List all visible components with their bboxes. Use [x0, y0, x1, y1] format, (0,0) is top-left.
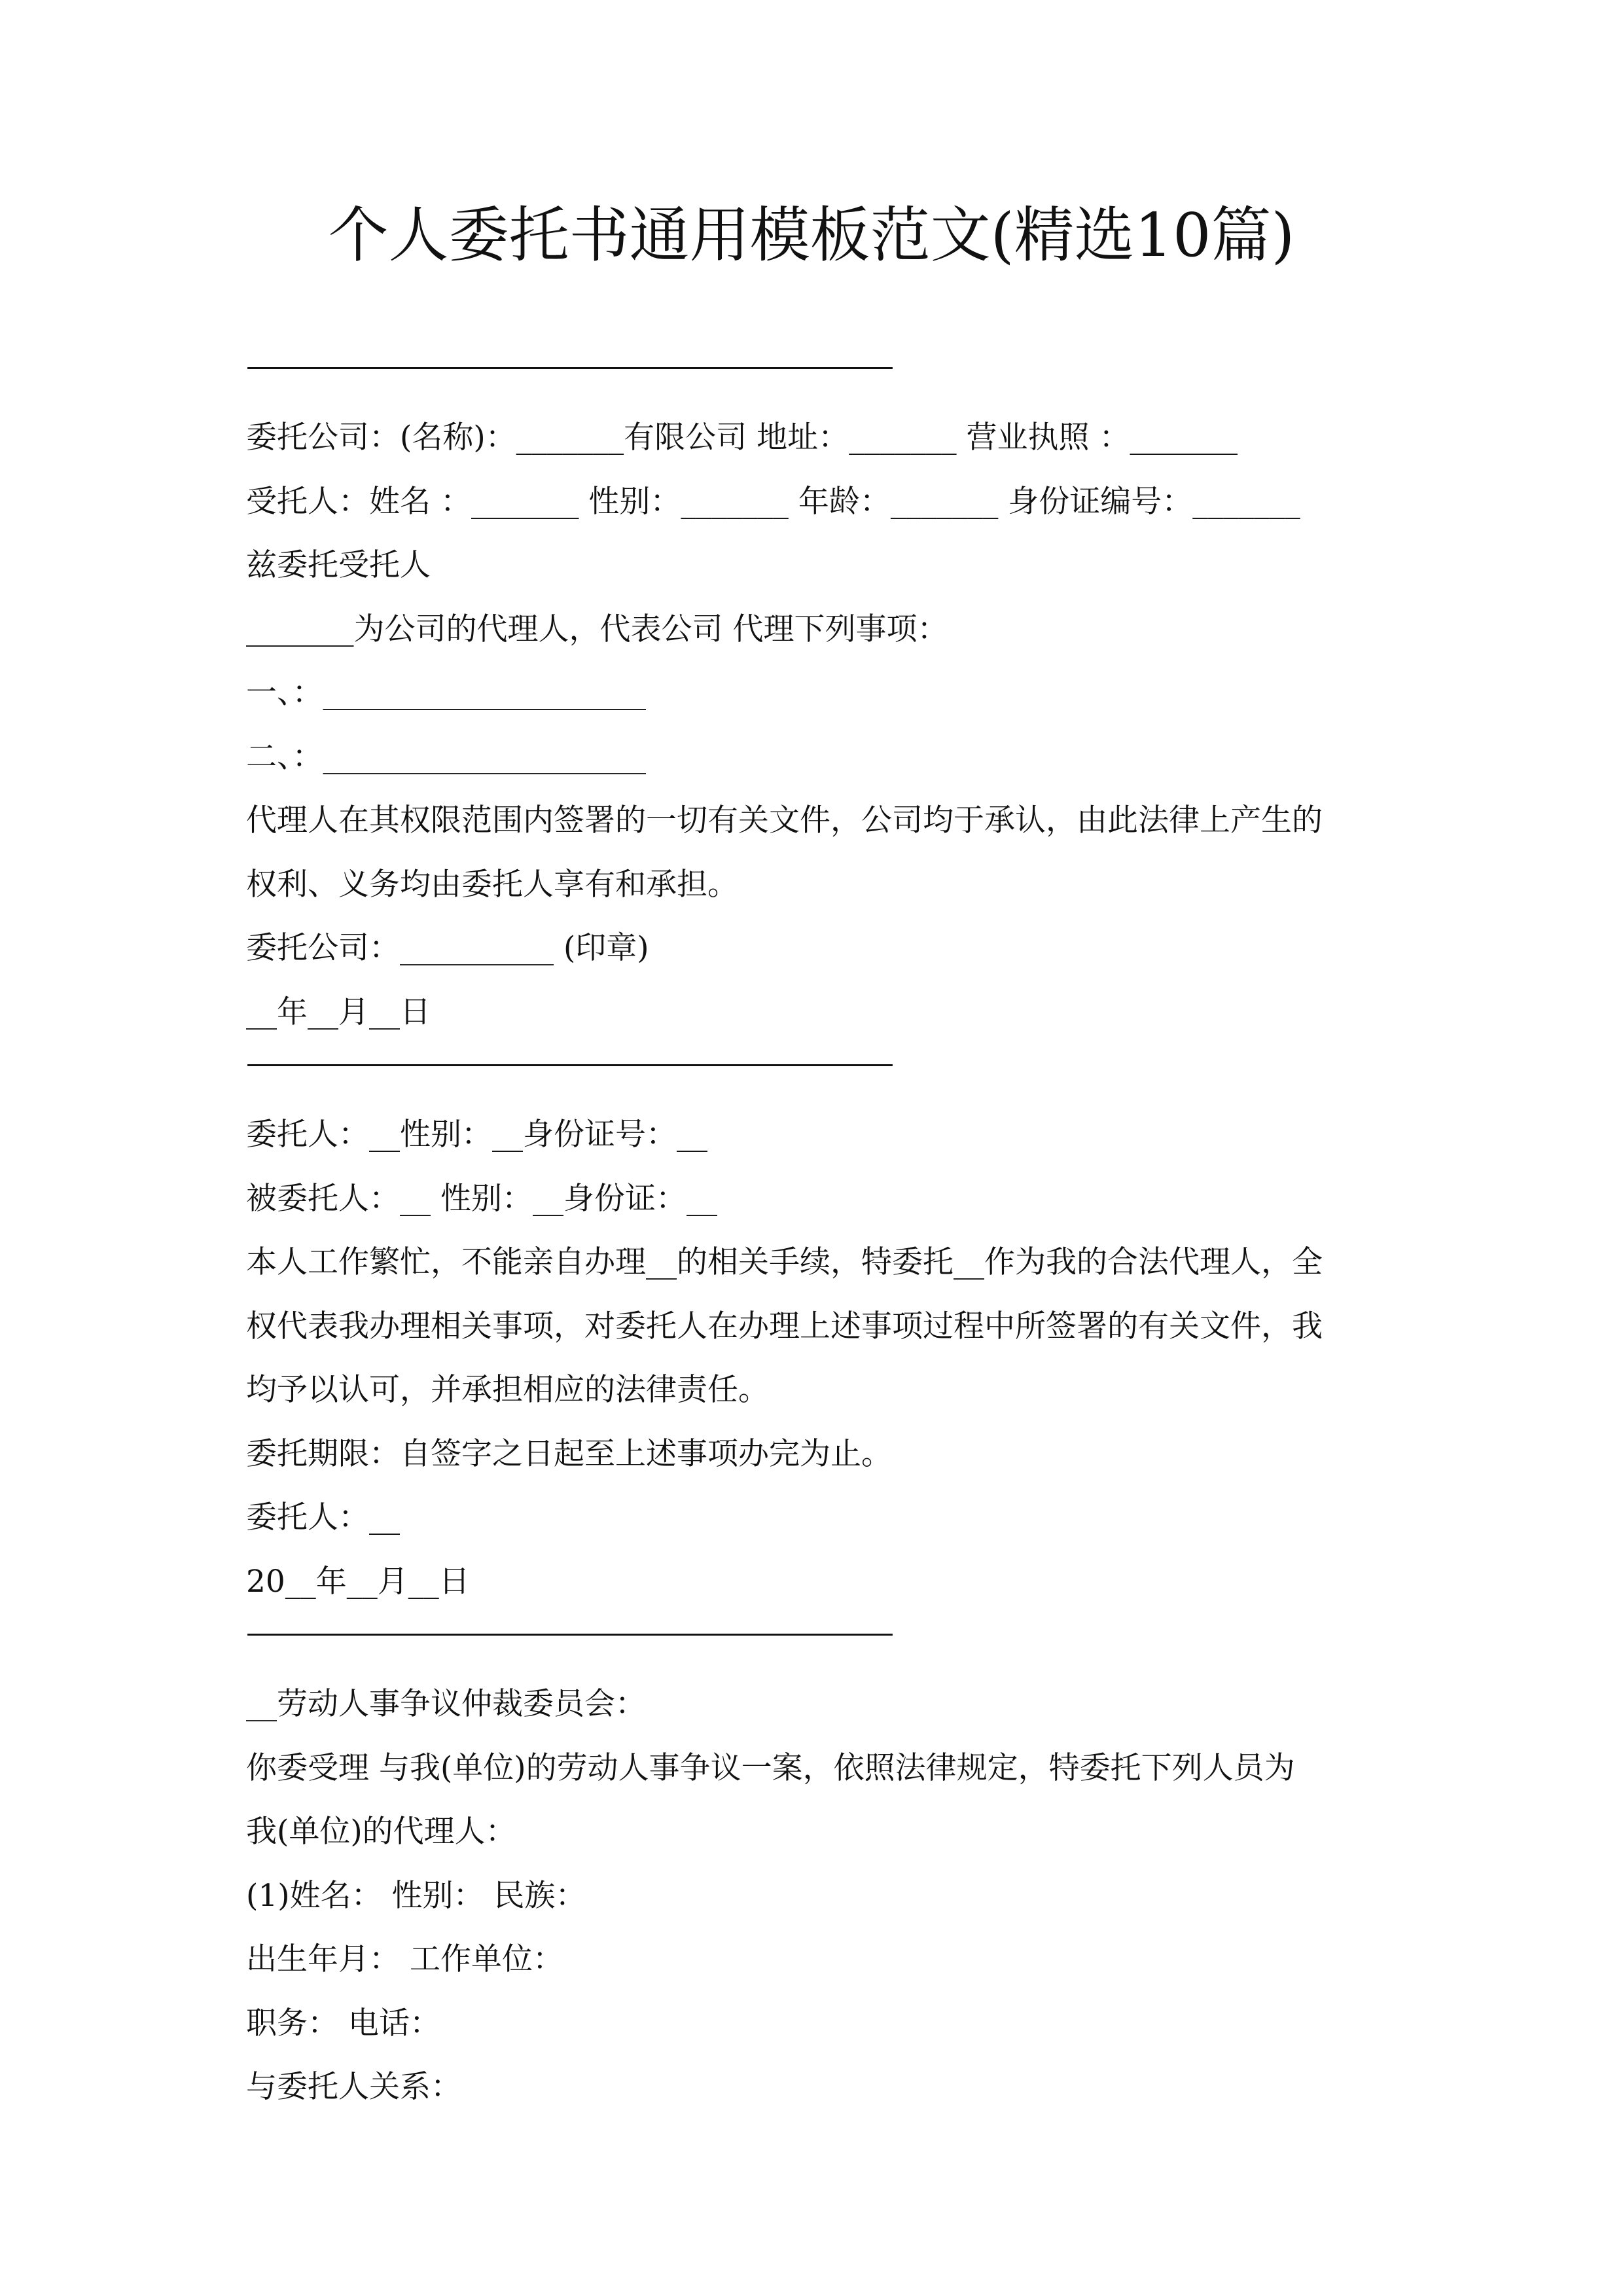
- line: 委托人：__性别：__身份证号：__: [246, 1117, 707, 1153]
- line: 与委托人关系：: [246, 2069, 461, 2105]
- line: 委托公司：__________ (印章): [246, 930, 649, 966]
- separator: ————————————————————————: [246, 1045, 890, 1081]
- line: 20__年__月__日: [246, 1563, 470, 1600]
- line: 委托期限：自签字之日起至上述事项办完为止。: [246, 1435, 892, 1472]
- line: 被委托人：__ 性别：__身份证：__: [246, 1180, 717, 1217]
- line: 一、：_____________________: [246, 675, 646, 711]
- line: _______为公司的代理人，代表公司 代理下列事项：: [246, 611, 948, 647]
- line: 出生年月： 工作单位：: [246, 1941, 563, 1977]
- line: 二、：_____________________: [246, 738, 646, 775]
- separator: ————————————————————————: [246, 348, 890, 384]
- separator: ————————————————————————: [246, 1615, 890, 1651]
- line: 权利、义务均由委托人享有和承担。: [246, 866, 738, 903]
- line: __劳动人事争议仲裁委员会：: [246, 1686, 646, 1722]
- line: 本人工作繁忙，不能亲自办理__的相关手续，特委托__作为我的合法代理人，全: [246, 1244, 1323, 1280]
- line: 代理人在其权限范围内签署的一切有关文件，公司均于承认，由此法律上产生的: [246, 802, 1323, 838]
- document-body: [246, 347, 1378, 2119]
- line: 我(单位)的代理人：: [246, 1814, 516, 1850]
- line: 兹委托受托人: [246, 547, 431, 583]
- line: 职务： 电话：: [246, 2005, 440, 2041]
- line: (1)姓名： 性别： 民族：: [246, 1877, 586, 1914]
- line: 你委受理 与我(单位)的劳动人事争议一案，依照法律规定，特委托下列人员为: [246, 1749, 1295, 1786]
- line: __年__月__日: [246, 994, 431, 1030]
- line: 委托公司：(名称)：_______有限公司 地址：_______ 营业执照 ：_______: [246, 420, 1238, 456]
- line: 均予以认可，并承担相应的法律责任。: [246, 1372, 769, 1408]
- line: 受托人：姓名 ：_______ 性别：_______ 年龄：_______ 身份证编号：_______: [246, 483, 1300, 520]
- line: 委托人：__: [246, 1499, 400, 1535]
- line: 权代表我办理相关事项，对委托人在办理上述事项过程中所签署的有关文件，我: [246, 1308, 1323, 1344]
- document-title: 个人委托书通用模板范文(精选10篇): [328, 200, 1295, 270]
